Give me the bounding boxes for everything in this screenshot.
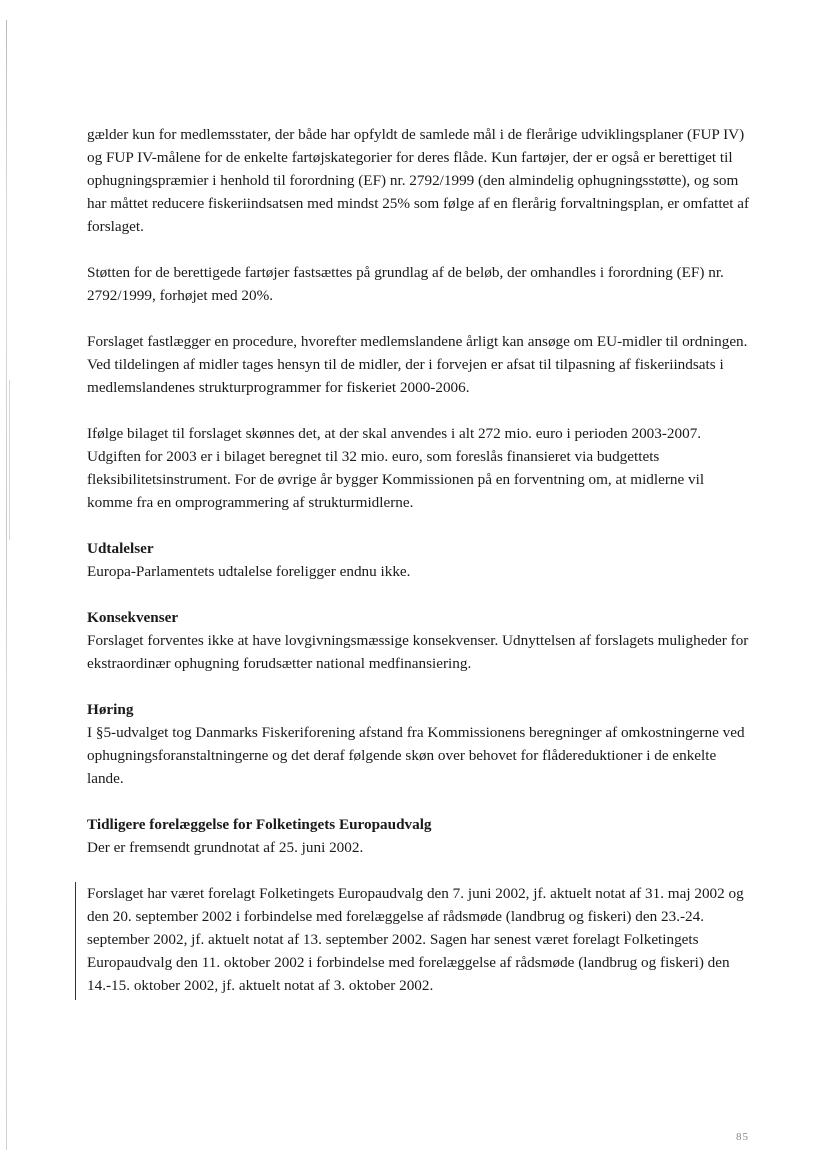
revision-marked-paragraph (87, 882, 752, 997)
section-text: Forslaget forventes ikke at have lovgivningsmæssige konsekvenser. Udnyttelsen af forslagets muligheder for ekstraordinær ophugning forudsætter national medfinansiering. (87, 632, 749, 672)
body-paragraph: Ifølge bilaget til forslaget skønnes det, at der skal anvendes i alt 272 mio. euro i perioden 2003-2007. Udgiften for 2003 er i bilaget beregnet til 32 mio. euro, som foreslås finansieret via budgettets fleksibilitetsinstrument. For de øvrige år bygger Kommissionen på en forventning om, at midlerne vil komme fra en omprogrammering af strukturmidlerne. (87, 425, 705, 511)
section-heading: Konsekvenser (87, 609, 179, 626)
body-paragraph: gælder kun for medlemsstater, der både har opfyldt de samlede mål i de flerårige udviklingsplaner (FUP IV) og FUP IV-målene for de enkelte fartøjskategorier for deres flåde. Kun fartøjer, der er også er berettiget til ophugningspræmier i henhold til forordning (EF) nr. 2792/1999 (den almindelig ophugningsstøtte), og som har måttet reducere fiskeriindsatsen med mindst 25% som følge af en flerårig forvaltningsplan, er omfattet af forslaget. (87, 126, 750, 235)
section-text: Europa-Parlamentets udtalelse foreligger endnu ikke. (87, 563, 411, 580)
scan-edge (6, 20, 7, 1150)
section-udtalelser (87, 537, 752, 583)
scan-edge-secondary (9, 380, 10, 540)
section-tidligere-forelaeggelse (87, 813, 752, 859)
section-konsekvenser (87, 606, 752, 675)
section-heading: Tidligere forelæggelse for Folketingets Europaudvalg (87, 816, 432, 833)
body-paragraph: Forslaget har været forelagt Folketingets Europaudvalg den 7. juni 2002, jf. aktuelt notat af 31. maj 2002 og den 20. september 2002 i forbindelse med forelæggelse af rådsmøde (landbrug og fiskeri) den 23.-24. september 2002, jf. aktuelt notat af 13. september 2002. Sagen har senest været forelagt Folketingets Europaudvalg den 11. oktober 2002 i forbindelse med forelæggelse af rådsmøde (landbrug og fiskeri) den 14.-15. oktober 2002, jf. aktuelt notat af 3. oktober 2002. (87, 885, 744, 994)
section-hoering (87, 698, 752, 790)
body-paragraph: Forslaget fastlægger en procedure, hvorefter medlemslandene årligt kan ansøge om EU-midler til ordningen. Ved tildelingen af midler tages hensyn til de midler, der i forvejen er afsat til tilpasning af fiskeriindsats i medlemslandenes strukturprogrammer for fiskeriet 2000-2006. (87, 333, 748, 396)
document-body (87, 123, 752, 997)
section-heading: Udtalelser (87, 540, 154, 557)
section-text: Der er fremsendt grundnotat af 25. juni 2002. (87, 839, 364, 856)
page-number: 85 (736, 1131, 749, 1143)
body-paragraph: Støtten for de berettigede fartøjer fastsættes på grundlag af de beløb, der omhandles i forordning (EF) nr. 2792/1999, forhøjet med 20%. (87, 264, 724, 304)
section-text: I §5-udvalget tog Danmarks Fiskeriforening afstand fra Kommissionens beregninger af omkostningerne ved ophugningsforanstaltningerne og det deraf følgende skøn over behovet for flådereduktioner i de enkelte lande. (87, 724, 745, 787)
revision-margin-bar (75, 882, 76, 1000)
section-heading: Høring (87, 701, 134, 718)
